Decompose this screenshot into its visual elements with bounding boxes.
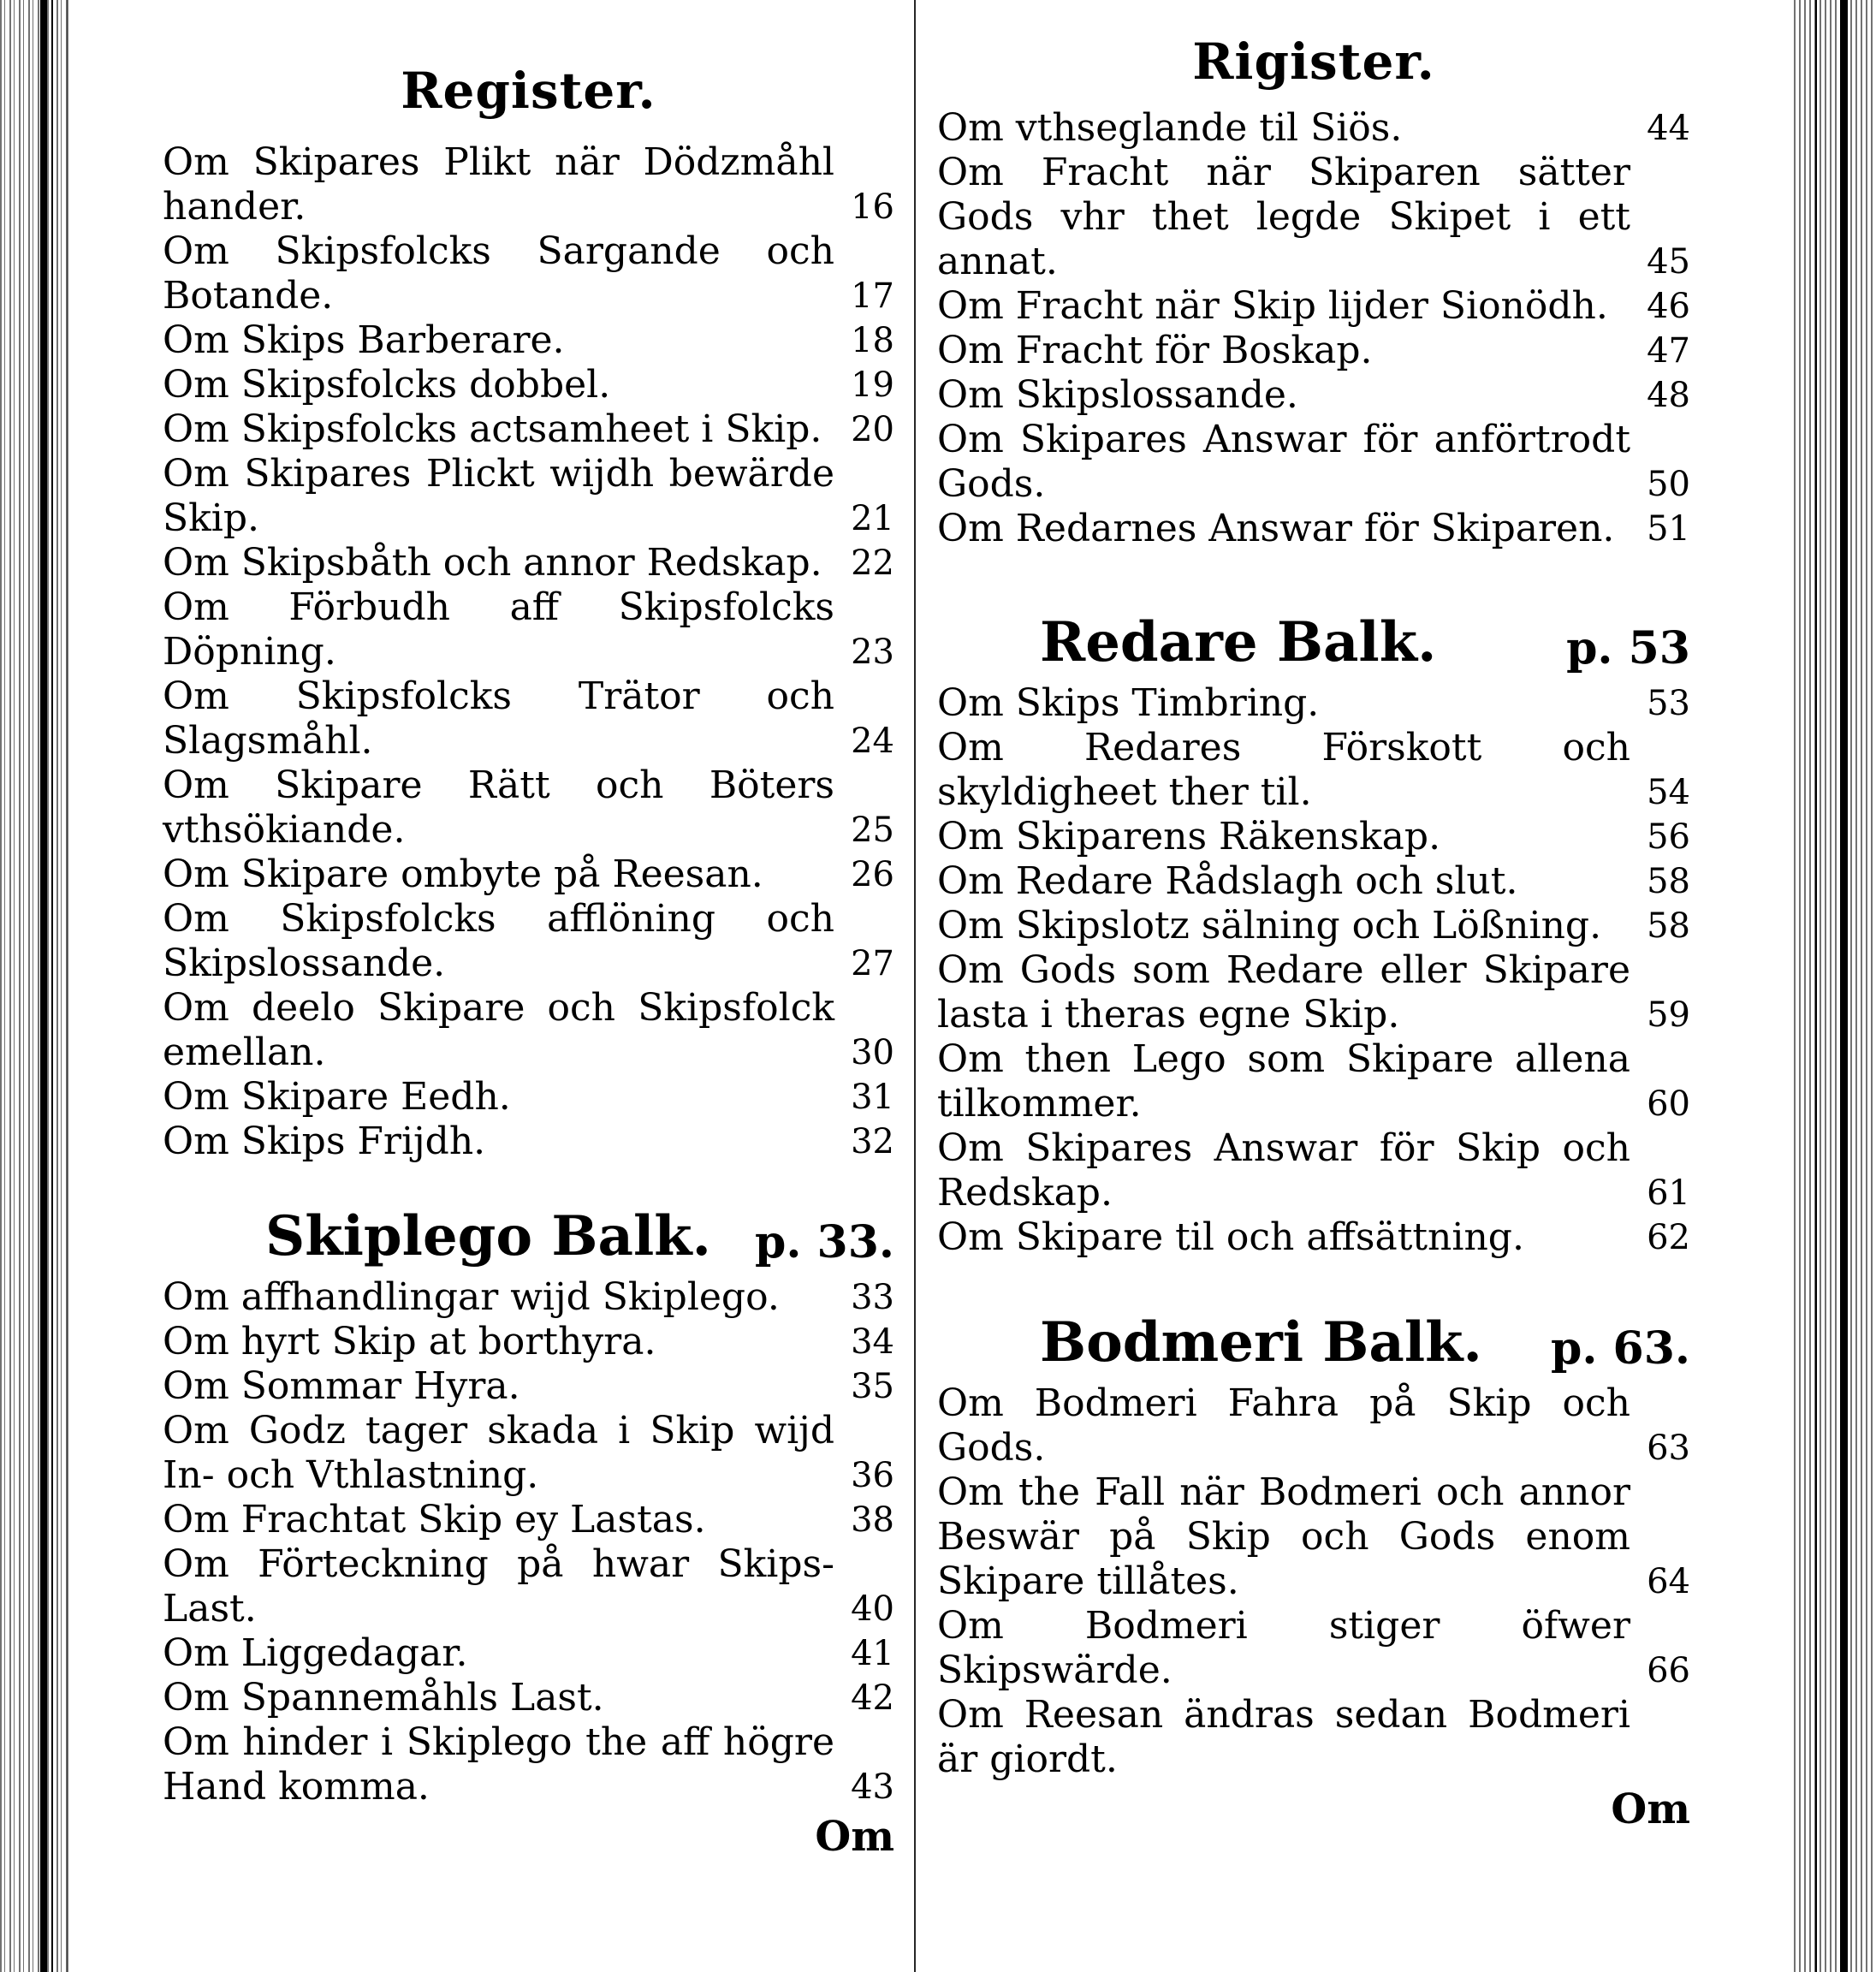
running-head: Register. [401, 62, 656, 120]
entry-page-number: 48 [1647, 376, 1690, 415]
entry-page-number: 51 [1647, 509, 1690, 549]
register-entry [163, 763, 894, 852]
entry-title: Om hyrt Skip at borthyra. [163, 1320, 656, 1363]
book-gutter [914, 0, 916, 1972]
register-entry [163, 229, 894, 318]
entry-page-number: 42 [851, 1678, 894, 1718]
section-title: Bodmeri Balk. [1040, 1310, 1482, 1375]
entry-title: Om Spannemåhls Last. [163, 1676, 604, 1720]
section-page-ref: p. 33. [754, 1216, 894, 1268]
entry-page-number: 27 [851, 944, 894, 983]
entry-page-number: 23 [851, 633, 894, 672]
register-entry [163, 1720, 894, 1809]
register-entry [163, 897, 894, 986]
entry-title: Om Skips Barberare. [163, 318, 565, 362]
section-heading [937, 1304, 1690, 1381]
entry-page-number: 45 [1647, 242, 1690, 282]
entry-page-number: 40 [851, 1589, 894, 1629]
entry-title: Om vthseglande til Siös. [937, 106, 1403, 150]
register-entry [937, 681, 1690, 726]
entry-title: Om affhandlingar wijd Skiplego. [163, 1275, 780, 1319]
entry-title: Om Liggedagar. [163, 1631, 468, 1675]
register-entry [937, 859, 1690, 904]
entry-page-number: 38 [851, 1500, 894, 1540]
entry-title: Om Fracht när Skiparen sätter Gods vhr thet legde Skipet i ett annat. [937, 151, 1630, 283]
register-entry [937, 1037, 1690, 1126]
entry-title: Om Skipsfolcks Sargande och Botande. [163, 229, 834, 318]
left-page-edge [0, 0, 70, 1972]
entry-page-number: 58 [1647, 906, 1690, 946]
entry-page-number: 36 [851, 1456, 894, 1495]
register-entry [937, 507, 1690, 551]
entry-title: Om Skipsbåth och annor Redskap. [163, 541, 822, 585]
register-entry [937, 904, 1690, 948]
right-page [937, 0, 1690, 1833]
register-entry [163, 541, 894, 585]
section-title: Redare Balk. [1040, 610, 1437, 674]
register-entry [937, 329, 1690, 373]
entry-page-number: 61 [1647, 1173, 1690, 1213]
register-list [163, 1275, 894, 1809]
register-list [937, 106, 1690, 551]
entry-title: Om Skipslossande. [937, 373, 1298, 417]
running-head: Rigister. [1192, 33, 1435, 91]
entry-title: Om Skipares Answar för anförtrodt Gods. [937, 418, 1630, 506]
register-entry [163, 1075, 894, 1120]
entry-page-number: 30 [851, 1033, 894, 1072]
entry-page-number: 41 [851, 1634, 894, 1673]
catchword-text: Om [1611, 1785, 1690, 1833]
register-entry [937, 1470, 1690, 1604]
register-entry [937, 1693, 1690, 1782]
right-page-edge [1794, 0, 1876, 1972]
entry-page-number: 60 [1647, 1084, 1690, 1124]
register-entry [163, 585, 894, 674]
register-entry [163, 852, 894, 897]
section-heading [937, 604, 1690, 681]
register-entry [937, 726, 1690, 815]
register-entry [163, 407, 894, 452]
entry-title: Om Redares Förskott och skyldigheet ther til. [937, 726, 1630, 814]
entry-page-number: 50 [1647, 465, 1690, 504]
register-entry [163, 1320, 894, 1364]
entry-page-number: 26 [851, 855, 894, 894]
register-entry [937, 284, 1690, 329]
entry-title: Om then Lego som Skipare allena tilkommer. [937, 1037, 1630, 1126]
entry-title: Om Fracht för Boskap. [937, 329, 1373, 372]
entry-page-number: 24 [851, 722, 894, 761]
entry-page-number: 56 [1647, 817, 1690, 857]
register-list [937, 681, 1690, 1260]
entry-title: Om Gods som Redare eller Skipare lasta i theras egne Skip. [937, 948, 1630, 1036]
entry-page-number: 64 [1647, 1562, 1690, 1601]
entry-title: Om Förteckning på hwar Skips-Last. [163, 1542, 834, 1630]
register-entry [163, 363, 894, 407]
register-entry [163, 1498, 894, 1542]
entry-page-number: 33 [851, 1278, 894, 1317]
register-entry [163, 1364, 894, 1409]
register-entry [163, 318, 894, 363]
register-entry [163, 140, 894, 229]
entry-title: Om Skips Timbring. [937, 681, 1320, 725]
register-entry [937, 373, 1690, 418]
entry-title: Om Sommar Hyra. [163, 1364, 520, 1408]
entry-page-number: 63 [1647, 1429, 1690, 1468]
section-page-ref: p. 53 [1566, 622, 1690, 674]
entry-page-number: 31 [851, 1078, 894, 1117]
register-entry [937, 1381, 1690, 1470]
register-entry [937, 1126, 1690, 1215]
entry-page-number: 19 [851, 365, 894, 405]
entry-page-number: 32 [851, 1122, 894, 1161]
entry-page-number: 43 [851, 1767, 894, 1807]
entry-title: Om Skipslotz sälning och Lößning. [937, 904, 1602, 947]
register-entry [163, 1120, 894, 1164]
entry-page-number: 62 [1647, 1218, 1690, 1257]
entry-page-number: 18 [851, 321, 894, 360]
register-list [163, 140, 894, 1164]
left-edge-shadow [40, 0, 47, 1972]
entry-title: Om Skipare til och affsättning. [937, 1215, 1524, 1259]
register-entry [163, 986, 894, 1075]
entry-title: Om Skips Frijdh. [163, 1120, 486, 1163]
right-edge-line [1815, 0, 1817, 1972]
entry-page-number: 20 [851, 410, 894, 449]
entry-title: Om Skipsfolcks Trätor och Slagsmåhl. [163, 674, 834, 763]
entry-title: Om Skipare Eedh. [163, 1075, 511, 1119]
entry-page-number: 22 [851, 543, 894, 583]
entry-title: Om Frachtat Skip ey Lastas. [163, 1498, 706, 1541]
left-page [163, 0, 894, 1861]
entry-title: Om Skipares Plikt när Dödzmåhl hander. [163, 140, 834, 229]
entry-title: Om the Fall när Bodmeri och annor Beswär på Skip och Gods enom Skipare tillåtes. [937, 1470, 1630, 1603]
entry-title: Om Skipsfolcks actsamheet i Skip. [163, 407, 822, 451]
entry-title: Om Godz tager skada i Skip wijd In- och Vthlastning. [163, 1409, 834, 1497]
entry-title: Om Skipares Answar för Skip och Redskap. [937, 1126, 1630, 1215]
register-entry [937, 948, 1690, 1037]
entry-page-number: 54 [1647, 773, 1690, 812]
section-title: Skiplego Balk. [265, 1204, 711, 1268]
catchword-text: Om [815, 1813, 894, 1861]
register-entry [163, 452, 894, 541]
register-entry [163, 1676, 894, 1720]
register-entry [163, 1631, 894, 1676]
section-heading [163, 1198, 894, 1275]
entry-title: Om Skipares Plickt wijdh bewärde Skip. [163, 452, 834, 540]
register-entry [937, 1604, 1690, 1693]
right-edge-shadow [1840, 0, 1848, 1972]
entry-title: Om Reesan ändras sedan Bodmeri är giordt. [937, 1693, 1630, 1781]
register-entry [937, 418, 1690, 507]
entry-page-number: 58 [1647, 862, 1690, 901]
register-entry [937, 106, 1690, 151]
entry-title: Om Förbudh aff Skipsfolcks Döpning. [163, 585, 834, 674]
entry-page-number: 25 [851, 811, 894, 850]
entry-title: Om hinder i Skiplego the aff högre Hand komma. [163, 1720, 834, 1809]
register-entry [163, 674, 894, 763]
entry-page-number: 59 [1647, 995, 1690, 1035]
entry-page-number: 34 [851, 1322, 894, 1362]
left-edge-line [51, 0, 53, 1972]
register-entry [163, 1542, 894, 1631]
entry-title: Om Skiparens Räkenskap. [937, 815, 1441, 858]
register-entry [937, 815, 1690, 859]
catchword [163, 1809, 894, 1861]
entry-title: Om deelo Skipare och Skipsfolck emellan. [163, 986, 834, 1074]
section-page-ref: p. 63. [1550, 1322, 1690, 1375]
entry-page-number: 46 [1647, 287, 1690, 326]
register-entry [163, 1409, 894, 1498]
entry-page-number: 16 [851, 187, 894, 227]
left-edge-line [67, 0, 68, 1972]
entry-title: Om Bodmeri stiger öfwer Skipswärde. [937, 1604, 1630, 1692]
register-entry [937, 1215, 1690, 1260]
entry-page-number: 44 [1647, 109, 1690, 148]
entry-page-number: 17 [851, 276, 894, 316]
entry-title: Om Redarnes Answar för Skiparen. [937, 507, 1615, 550]
entry-title: Om Bodmeri Fahra på Skip och Gods. [937, 1381, 1630, 1470]
entry-title: Om Skipare ombyte på Reesan. [163, 852, 763, 896]
entry-title: Om Redare Rådslagh och slut. [937, 859, 1518, 903]
entry-title: Om Skipsfolcks dobbel. [163, 363, 611, 407]
entry-title: Om Skipare Rätt och Böters vthsökiande. [163, 763, 834, 852]
entry-title: Om Fracht när Skip lijder Sionödh. [937, 284, 1608, 328]
entry-page-number: 47 [1647, 331, 1690, 371]
register-list [937, 1381, 1690, 1782]
entry-page-number: 53 [1647, 684, 1690, 723]
register-entry [937, 151, 1690, 284]
entry-page-number: 66 [1647, 1651, 1690, 1690]
register-entry [163, 1275, 894, 1320]
entry-page-number: 21 [851, 499, 894, 538]
catchword [937, 1782, 1690, 1833]
entry-page-number: 35 [851, 1367, 894, 1406]
entry-title: Om Skipsfolcks afflöning och Skipslossande. [163, 897, 834, 985]
